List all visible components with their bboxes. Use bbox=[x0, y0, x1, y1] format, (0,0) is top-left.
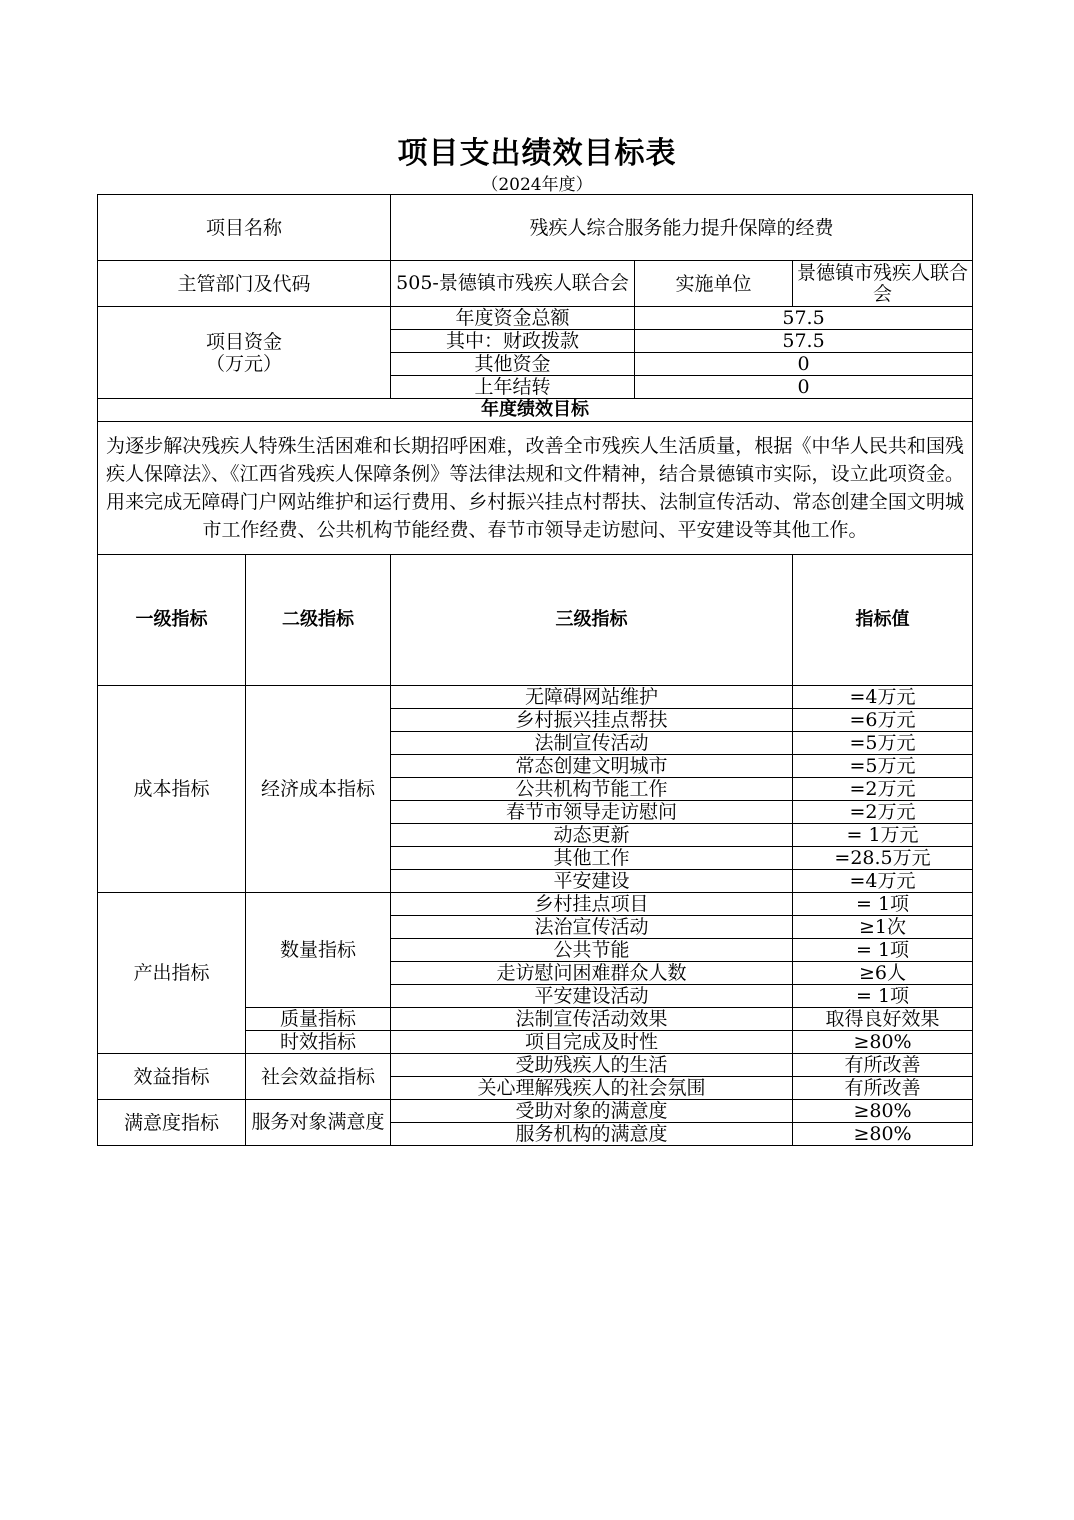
fund-total-value: 57.5 bbox=[635, 307, 973, 330]
indicator-value: ≥80% bbox=[793, 1100, 973, 1123]
impl-unit-label: 实施单位 bbox=[635, 261, 793, 307]
level1-output: 产出指标 bbox=[98, 893, 246, 1054]
fund-fiscal-label: 其中：财政拨款 bbox=[391, 330, 635, 353]
fund-other-label: 其他资金 bbox=[391, 353, 635, 376]
indicator-name: 乡村振兴挂点帮扶 bbox=[391, 709, 793, 732]
indicator-value: =4万元 bbox=[793, 870, 973, 893]
annual-goal-text: 为逐步解决残疾人特殊生活困难和长期招呼困难，改善全市残疾人生活质量，根据《中华人民共和国残疾人保障法》、《江西省残疾人保障条例》等法律法规和文件精神，结合景德镇市实际，设立此项资金。用来完成无障碍门户网站维护和运行费用、乡村振兴挂点村帮扶、法制宣传活动、常态创建全国文明城市工作经费、公共机构节能经费、春节市领导走访慰问、平安建设等其他工作。 bbox=[98, 422, 973, 555]
indicator-name: 乡村挂点项目 bbox=[391, 893, 793, 916]
level2-service-satisfaction: 服务对象满意度 bbox=[246, 1100, 391, 1146]
indicator-name: 法制宣传活动效果 bbox=[391, 1008, 793, 1031]
project-name-value: 残疾人综合服务能力提升保障的经费 bbox=[391, 195, 973, 261]
indicator-value: ≥80% bbox=[793, 1123, 973, 1146]
page-title: 项目支出绩效目标表 bbox=[397, 136, 677, 171]
indicator-value: = 1项 bbox=[793, 893, 973, 916]
indicator-name: 其他工作 bbox=[391, 847, 793, 870]
level2-timeliness: 时效指标 bbox=[246, 1031, 391, 1054]
level2-social-benefit: 社会效益指标 bbox=[246, 1054, 391, 1100]
indicator-name: 受助对象的满意度 bbox=[391, 1100, 793, 1123]
indicator-name: 公共节能 bbox=[391, 939, 793, 962]
indicator-name: 走访慰问困难群众人数 bbox=[391, 962, 793, 985]
indicator-value: =2万元 bbox=[793, 778, 973, 801]
level2-quantity: 数量指标 bbox=[246, 893, 391, 1008]
fund-fiscal-value: 57.5 bbox=[635, 330, 973, 353]
indicator-value: =6万元 bbox=[793, 709, 973, 732]
impl-unit-value: 景德镇市残疾人联合会 bbox=[793, 261, 973, 307]
indicator-value: = 1项 bbox=[793, 939, 973, 962]
annual-goal-heading: 年度绩效目标 bbox=[98, 399, 973, 422]
indicator-name: 春节市领导走访慰问 bbox=[391, 801, 793, 824]
indicator-name: 法制宣传活动 bbox=[391, 732, 793, 755]
indicator-value: 取得良好效果 bbox=[793, 1008, 973, 1031]
level2-quality: 质量指标 bbox=[246, 1008, 391, 1031]
indicator-name: 法治宣传活动 bbox=[391, 916, 793, 939]
level1-satisfaction: 满意度指标 bbox=[98, 1100, 246, 1146]
indicator-name: 动态更新 bbox=[391, 824, 793, 847]
indicator-value: =2万元 bbox=[793, 801, 973, 824]
dept-label: 主管部门及代码 bbox=[98, 261, 391, 307]
indicator-value: ≥6人 bbox=[793, 962, 973, 985]
fund-carryover-label: 上年结转 bbox=[391, 376, 635, 399]
indicator-value: =4万元 bbox=[793, 686, 973, 709]
page-subtitle-year: （2024年度） bbox=[481, 175, 593, 195]
level1-cost: 成本指标 bbox=[98, 686, 246, 893]
indicator-name: 公共机构节能工作 bbox=[391, 778, 793, 801]
project-name-label: 项目名称 bbox=[98, 195, 391, 261]
fund-other-value: 0 bbox=[635, 353, 973, 376]
indicator-value: = 1项 bbox=[793, 985, 973, 1008]
indicator-name: 受助残疾人的生活 bbox=[391, 1054, 793, 1077]
performance-target-table bbox=[97, 194, 973, 1146]
indicator-value: 有所改善 bbox=[793, 1077, 973, 1100]
indicator-value: =28.5万元 bbox=[793, 847, 973, 870]
dept-value: 505-景德镇市残疾人联合会 bbox=[391, 261, 635, 307]
indicator-name: 服务机构的满意度 bbox=[391, 1123, 793, 1146]
header-level3: 三级指标 bbox=[391, 555, 793, 686]
fund-total-label: 年度资金总额 bbox=[391, 307, 635, 330]
header-level1: 一级指标 bbox=[98, 555, 246, 686]
indicator-name: 无障碍网站维护 bbox=[391, 686, 793, 709]
indicator-value: 有所改善 bbox=[793, 1054, 973, 1077]
indicator-value: = 1万元 bbox=[793, 824, 973, 847]
header-level2: 二级指标 bbox=[246, 555, 391, 686]
indicator-name: 平安建设活动 bbox=[391, 985, 793, 1008]
indicator-name: 项目完成及时性 bbox=[391, 1031, 793, 1054]
indicator-value: ≥1次 bbox=[793, 916, 973, 939]
indicator-value: =5万元 bbox=[793, 732, 973, 755]
indicator-name: 常态创建文明城市 bbox=[391, 755, 793, 778]
fund-carryover-value: 0 bbox=[635, 376, 973, 399]
level2-economic-cost: 经济成本指标 bbox=[246, 686, 391, 893]
level1-benefit: 效益指标 bbox=[98, 1054, 246, 1100]
indicator-value: =5万元 bbox=[793, 755, 973, 778]
indicator-value: ≥80% bbox=[793, 1031, 973, 1054]
fund-label: 项目资金 （万元） bbox=[98, 307, 391, 399]
indicator-name: 平安建设 bbox=[391, 870, 793, 893]
header-value: 指标值 bbox=[793, 555, 973, 686]
indicator-name: 关心理解残疾人的社会氛围 bbox=[391, 1077, 793, 1100]
